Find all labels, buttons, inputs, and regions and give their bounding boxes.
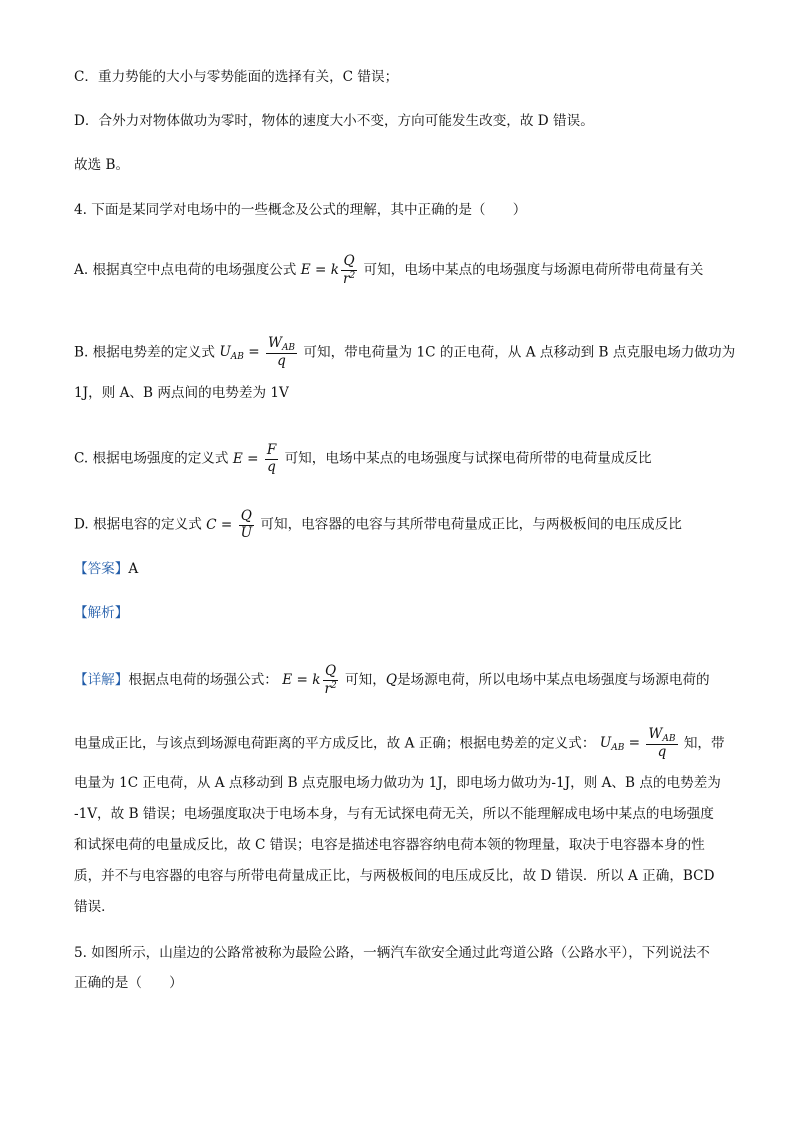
option-a-text-pre: A. 根据真空中点电荷的电场强度公式 [74, 262, 297, 279]
option-d-text-post: 可知，电容器的电容与其所带电荷量成正比，与两极板间的电压成反比 [260, 516, 682, 533]
option-b-text-pre: B. 根据电势差的定义式 [74, 344, 215, 361]
detail-line-1: 【详解】根据点电荷的场强公式： E = k $\frac{Q}{r^2}$ 可知，Q是场源电荷，所以电场中某点电场强度与场源电荷的 [74, 663, 710, 697]
line-choose-b: 故选 B。 [74, 157, 130, 173]
option-d [74, 509, 682, 541]
formula-potential-difference: $U_{AB}$ = $\frac{W_{AB}}{q}$ [219, 335, 296, 370]
answer-value: A [128, 561, 139, 577]
formula-potential-detail: $U_{AB}$ = $\frac{W_{AB}}{q}$ [599, 726, 676, 761]
formula-field-point-charge: E = k $\frac{Q}{r^2}$ [300, 253, 356, 287]
detail-line-4: -1V，故 B 错误；电场强度取决于电场本身，与有无试探电荷无关，所以不能理解成电场中某点的电场强度 [74, 806, 714, 822]
question-4-stem: 4. 下面是某同学对电场中的一些概念及公式的理解，其中正确的是（ ） [74, 202, 527, 218]
detail-line-2: 电量成正比，与该点到场源电荷距离的平方成反比，故 A 正确；根据电势差的定义式： $U_{AB}$ = $\frac{W_{AB}}{q}$ 知，带 [74, 726, 725, 761]
option-c-text-post: 可知，电场中某点的电场强度与试探电荷所带的电荷量成反比 [284, 450, 652, 467]
question-5-stem-2: 正确的是（ ） [74, 975, 183, 991]
analysis-tag: 【解析】 [74, 605, 129, 621]
option-c [74, 443, 652, 475]
detail-line-5: 和试探电荷的电量成反比，故 C 错误；电容是描述电容器容纳电荷本领的物理量，取决于电容器本身的性 [74, 837, 705, 853]
detail-line-3: 电量为 1C 正电荷，从 A 点移动到 B 点克服电场力做功为 1J，即电场力做功为-1J，则 A、B 点的电势差为 [74, 775, 721, 791]
formula-field-definition: E = $\frac{F}{q}$ [232, 442, 277, 475]
option-b-text-post: 可知，带电荷量为 1C 的正电荷，从 A 点移动到 B 点克服电场力做功为 [303, 344, 736, 361]
detail-tag: 【详解】 [74, 672, 129, 689]
line-d-prev: D．合外力对物体做功为零时，物体的速度大小不变，方向可能发生改变，故 D 错误。 [74, 113, 594, 129]
formula-capacitance: C = $\frac{Q}{U}$ [206, 508, 253, 541]
detail-line-7: 错误． [74, 899, 115, 915]
option-d-text-pre: D. 根据电容的定义式 [74, 516, 202, 533]
question-5-stem-1: 5. 如图所示，山崖边的公路常被称为最险公路，一辆汽车欲安全通过此弯道公路（公路水平），下列说法不 [74, 945, 710, 961]
option-b-continued: 1J，则 A、B 两点间的电势差为 1V [74, 385, 289, 401]
option-a-text-post: 可知，电场中某点的电场强度与场源电荷所带电荷量有关 [363, 262, 704, 279]
option-b [74, 336, 735, 370]
option-a [74, 254, 703, 287]
answer-line [74, 560, 138, 578]
detail-line-6: 质，并不与电容器的电容与所带电荷量成正比，与两极板间的电压成反比，故 D 错误．所以 A 正确，BCD [74, 868, 715, 884]
line-c-prev: C．重力势能的大小与零势能面的选择有关，C 错误； [74, 69, 399, 85]
answer-tag: 【答案】 [74, 561, 129, 577]
formula-field-detail: E = k $\frac{Q}{r^2}$ [282, 663, 337, 697]
option-c-text-pre: C. 根据电场强度的定义式 [74, 450, 229, 467]
